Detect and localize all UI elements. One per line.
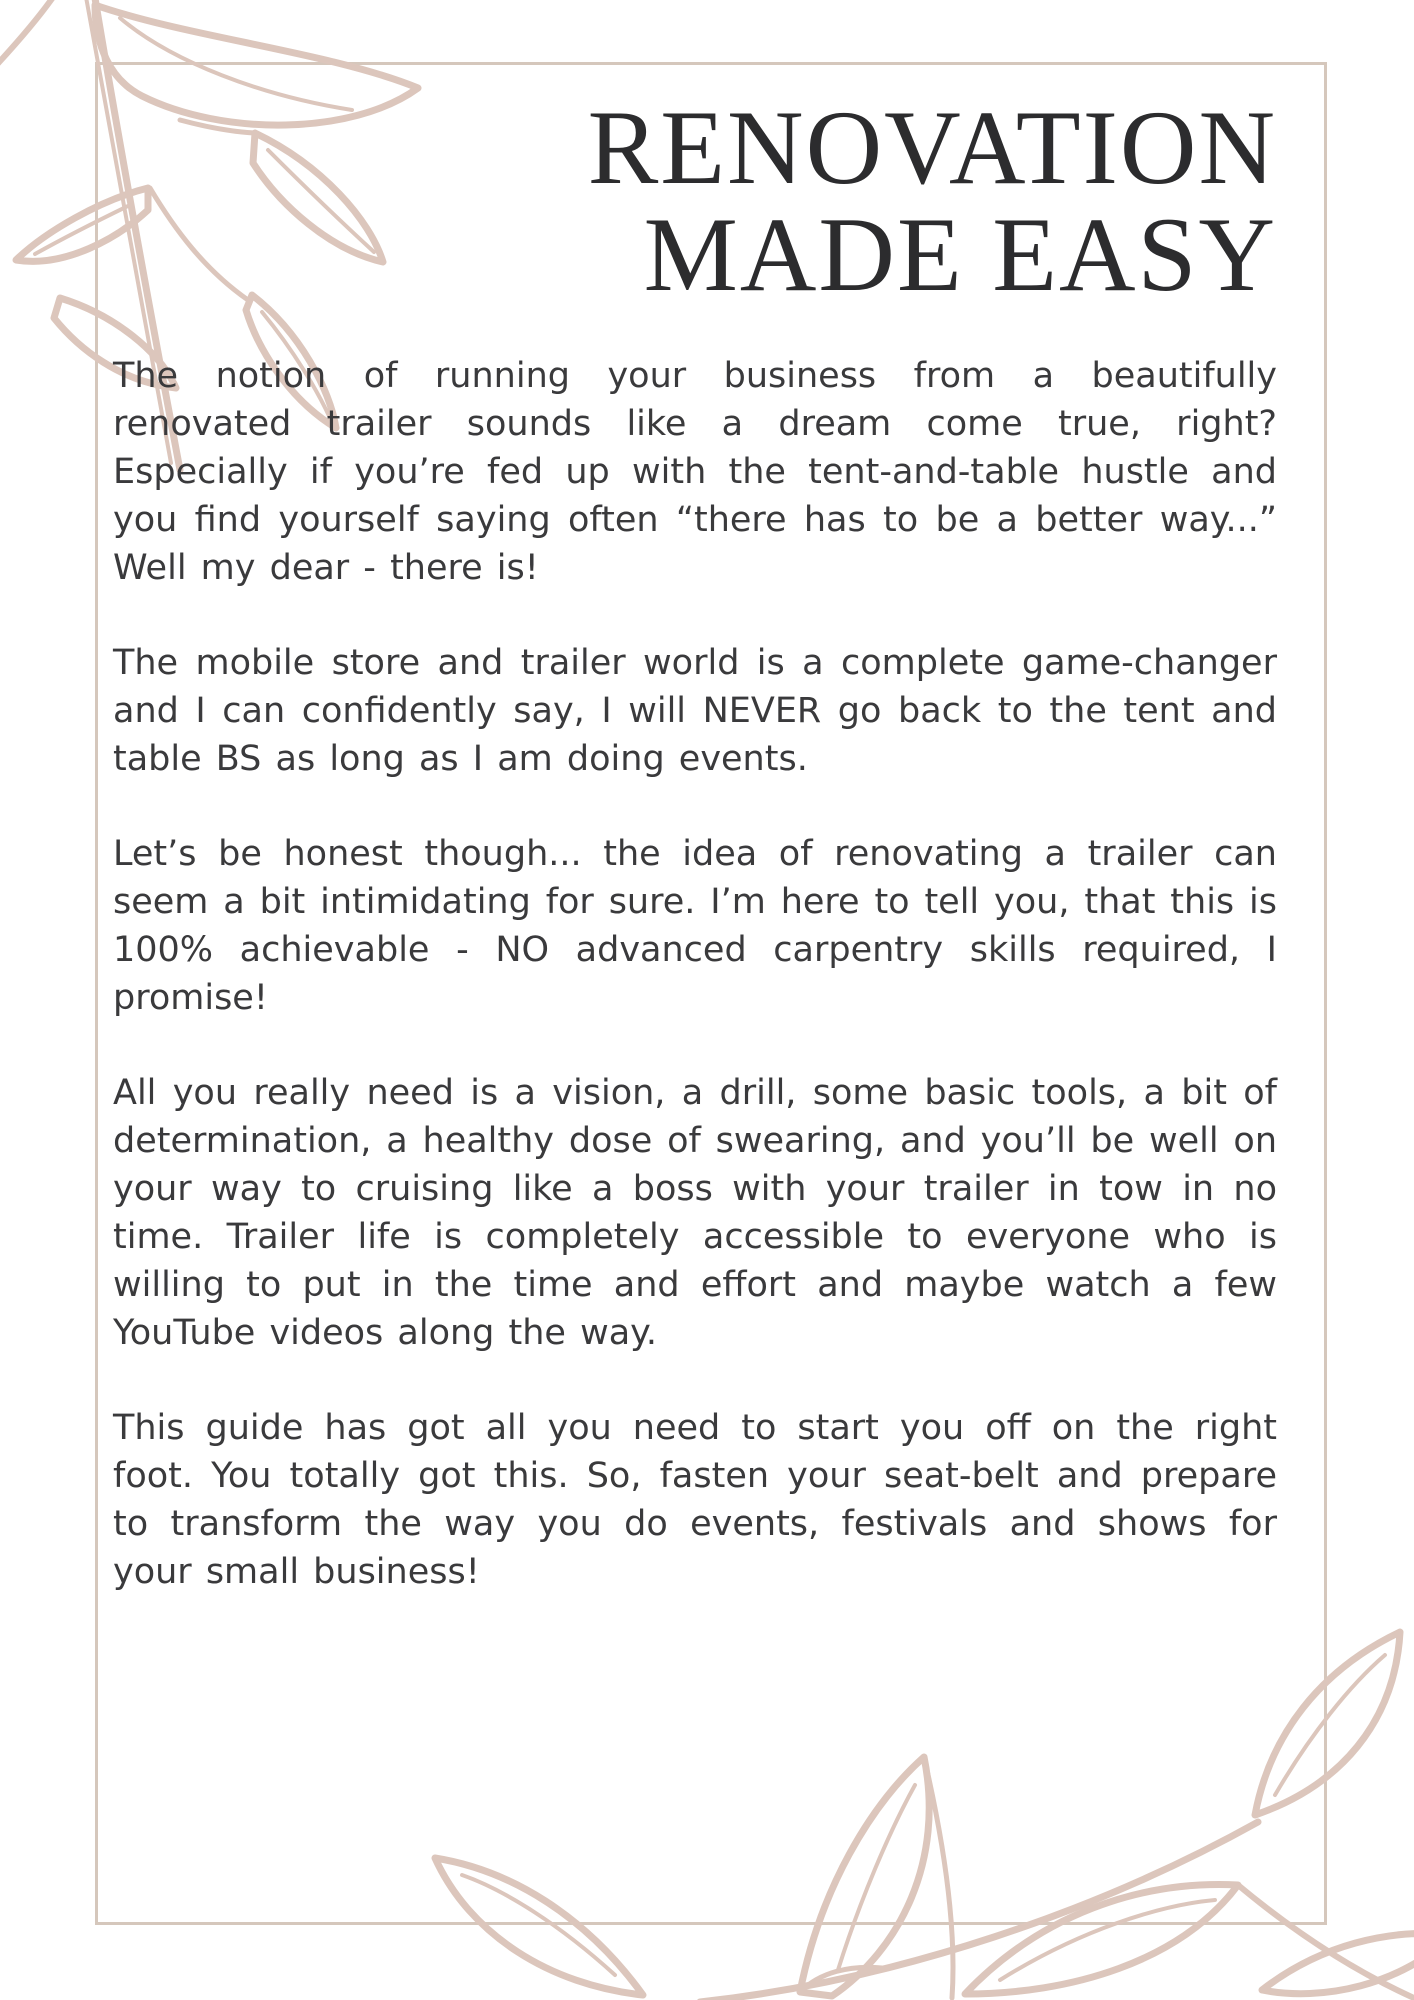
page-title-line-2: MADE EASY bbox=[643, 196, 1277, 313]
paragraph: Let’s be honest though... the idea of renovating a trailer can seem a bit intimidating for sure. I’m here to tell you, that this is 100% achievable - NO advanced carpentry skills required, I promise! bbox=[113, 834, 1277, 1018]
paragraph: The mobile store and trailer world is a complete game-changer and I can confidently say, I will NEVER go back to the tent and table BS as long as I am doing events. bbox=[113, 643, 1277, 779]
page-title bbox=[113, 89, 1277, 313]
paragraph: All you really need is a vision, a drill, some basic tools, a bit of determination, a healthy dose of swearing, and you’ll be well on your way to cruising like a boss with your trailer in tow in no time. Trailer life is completely accessible to everyone who is willing to put in the time and effort and maybe watch a few YouTube videos along the way. bbox=[113, 1073, 1277, 1353]
page-content bbox=[113, 62, 1277, 1643]
paragraph: This guide has got all you need to start you off on the right foot. You totally got this. So, fasten your seat-belt and prepare to transform the way you do events, festivals and shows for your small business! bbox=[113, 1408, 1277, 1592]
paragraph: The notion of running your business from a beautifully renovated trailer sounds like a dream come true, right? Especially if you’re fed up with the tent-and-table hustle and you find yourself saying often “there has to be a better way...” Well my dear - there is! bbox=[113, 356, 1277, 588]
page-title-line-1: RENOVATION bbox=[587, 89, 1277, 206]
